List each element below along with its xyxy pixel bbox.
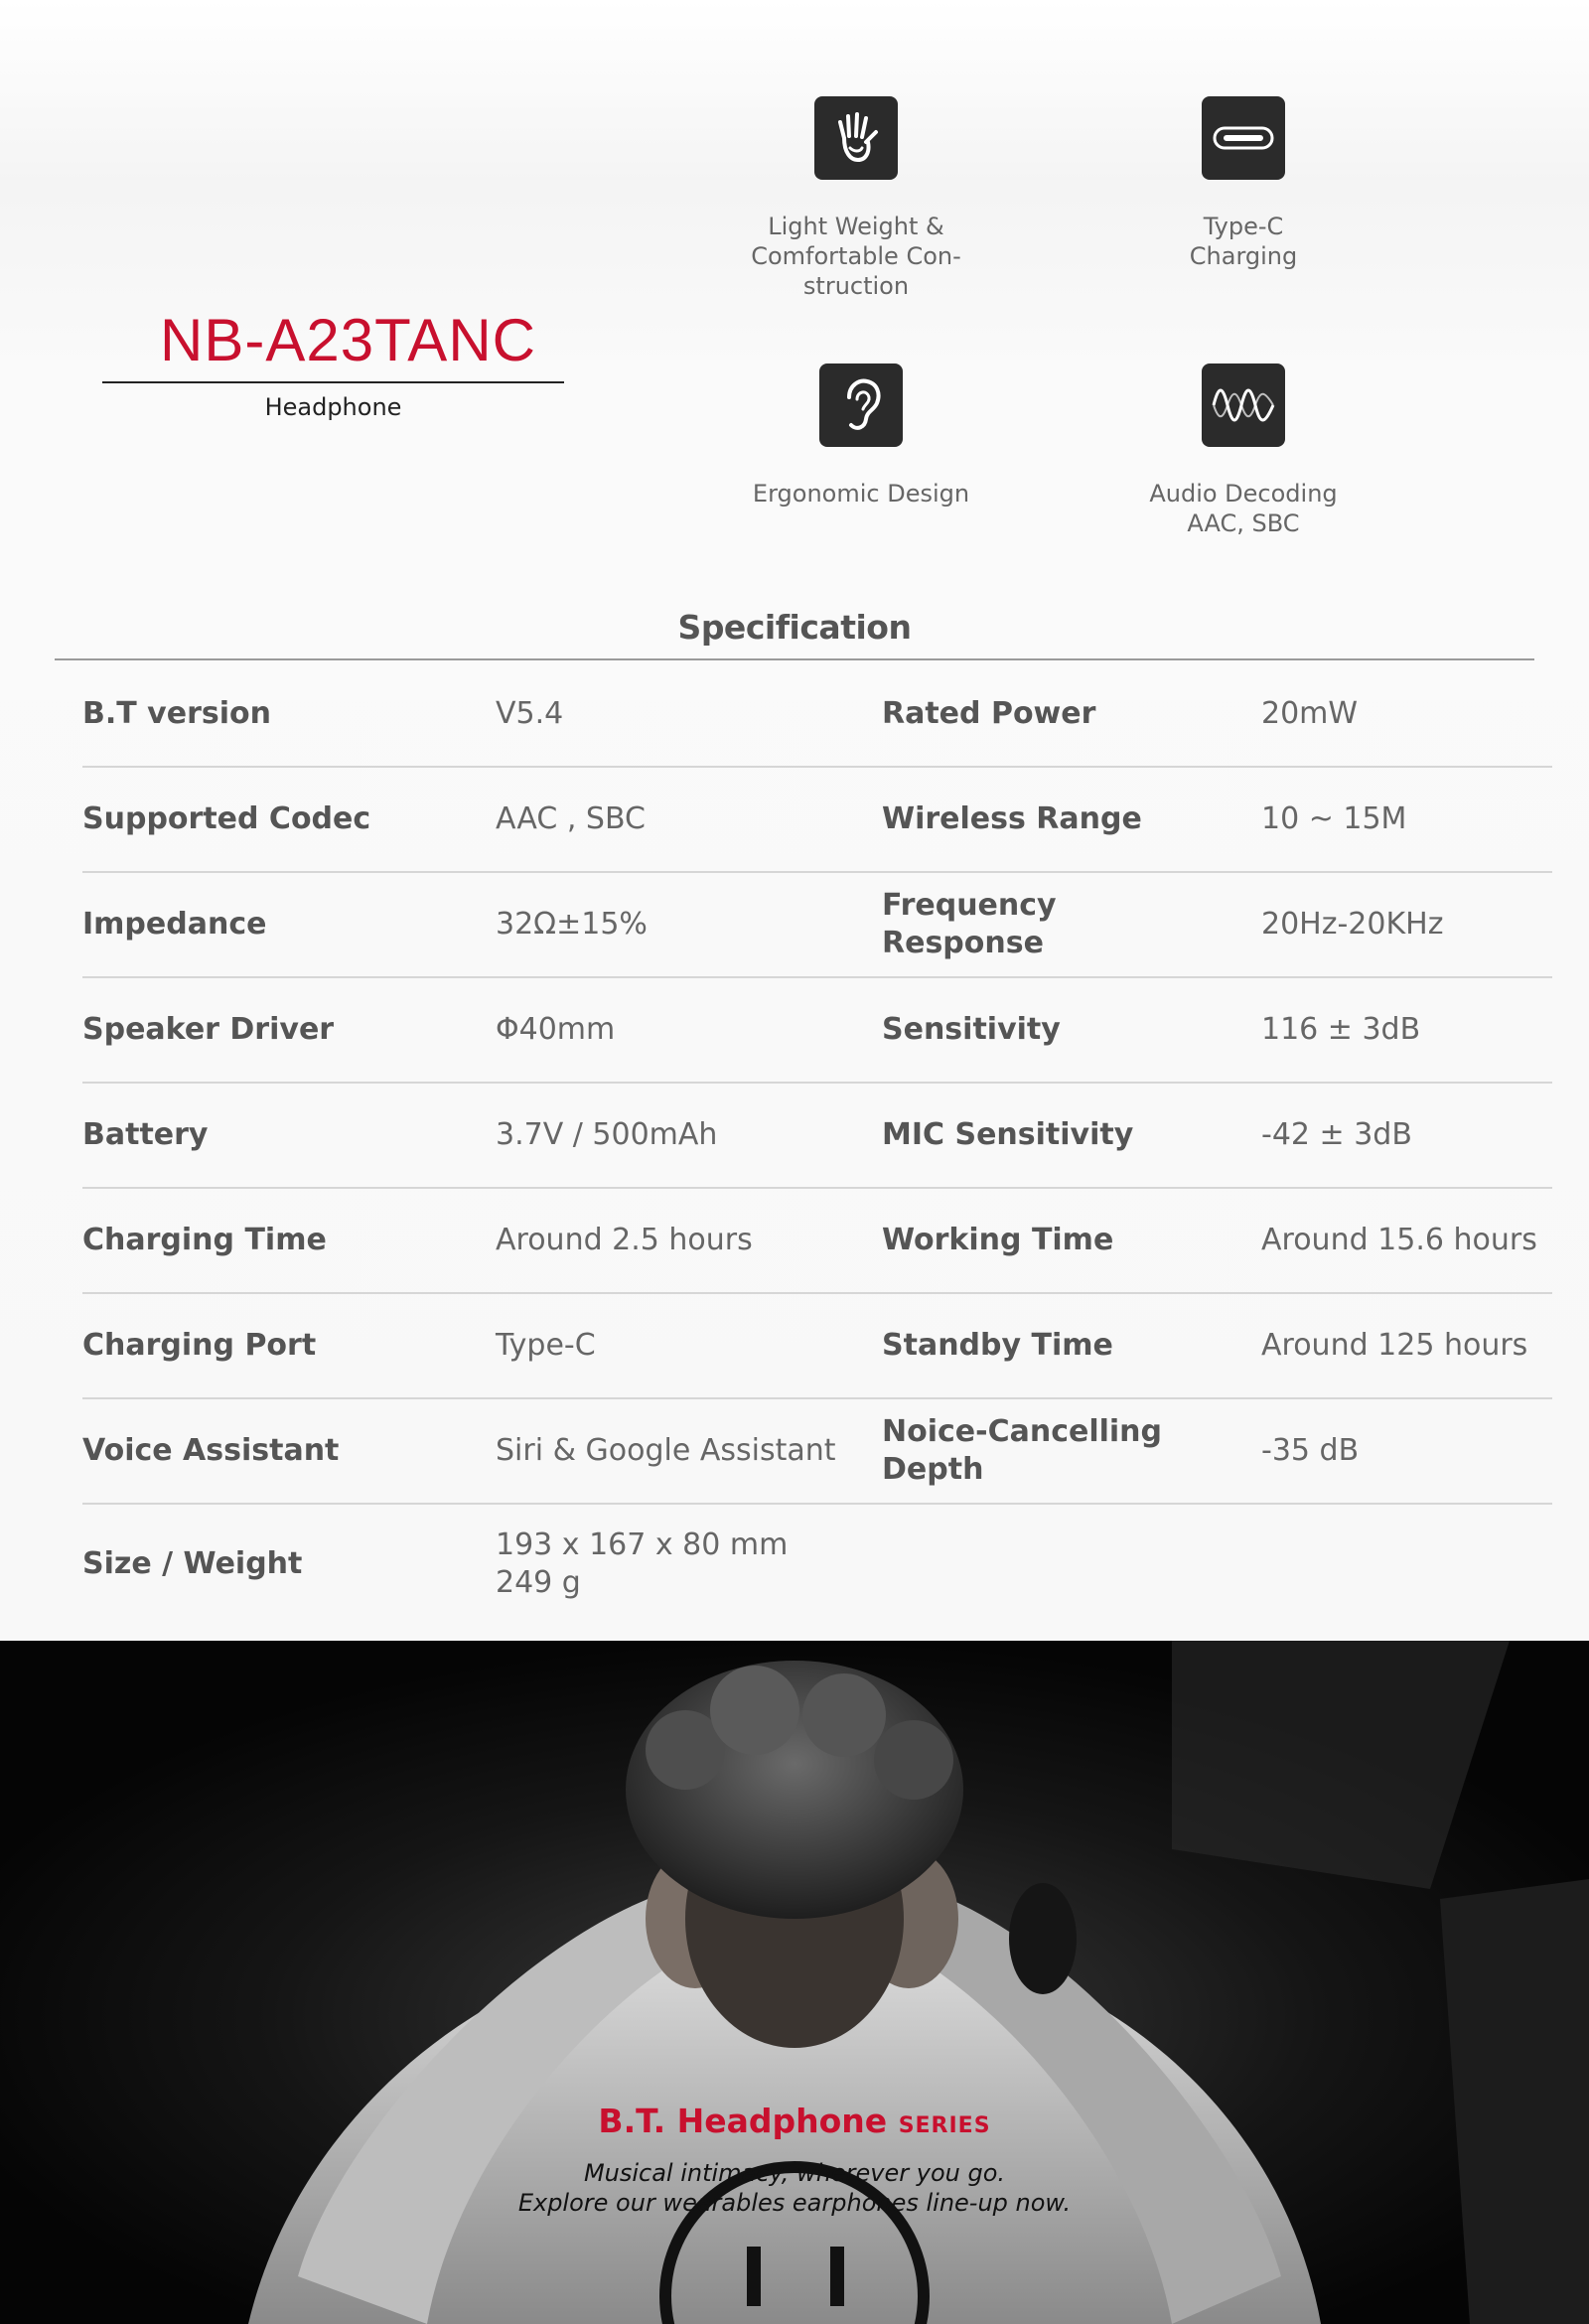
spec-value: 3.7V / 500mAh [496, 1117, 718, 1152]
feature-label: Ergonomic Design [752, 480, 970, 508]
spec-value: 20mW [1261, 696, 1359, 731]
usb-c-icon [1202, 96, 1285, 180]
feature-label: Light Weight & Comfortable Con- struction [751, 213, 961, 300]
banner-text: Musical intimacy, wherever you go. Explore our wearables earphones line-up now. [517, 2159, 1072, 2217]
spec-value: V5.4 [496, 696, 564, 731]
spec-table [82, 662, 1552, 1624]
sound-wave-icon [1202, 363, 1285, 447]
spec-key: Impedance [82, 907, 267, 942]
feature-light-weight [707, 96, 1005, 301]
spec-key: Wireless Range [882, 801, 1142, 836]
product-model: NB-A23TANC [160, 307, 536, 373]
spec-value: 32Ω±15% [496, 907, 648, 942]
table-row [82, 978, 1552, 1084]
lifestyle-photo [0, 1641, 1589, 2324]
spec-key: Standby Time [882, 1328, 1113, 1363]
spec-key: Noice-Cancelling Depth [882, 1414, 1163, 1487]
spec-value: Φ40mm [496, 1012, 616, 1047]
spec-value: Type-C [496, 1328, 596, 1363]
spec-key: Charging Port [82, 1328, 317, 1363]
product-subtitle: Headphone [264, 393, 402, 421]
spec-key: Supported Codec [82, 801, 371, 836]
hand-icon [814, 96, 898, 180]
spec-value: Siri & Google Assistant [496, 1433, 836, 1468]
banner-tagline [0, 2102, 1589, 2218]
spec-divider [55, 658, 1534, 660]
spec-key: Frequency Response [882, 888, 1057, 960]
table-row [82, 1399, 1552, 1505]
spec-value: 10 ~ 15M [1261, 801, 1407, 836]
feature-label: Type-C Charging [1189, 213, 1298, 270]
spec-key: B.T version [82, 696, 271, 731]
spec-key: Sensitivity [882, 1012, 1061, 1047]
spec-value [1261, 1505, 1559, 1624]
spec-title: Specification [677, 608, 912, 647]
spec-key: Charging Time [82, 1223, 327, 1257]
spec-key: MIC Sensitivity [882, 1117, 1134, 1152]
table-row [82, 873, 1552, 978]
spec-value: 20Hz-20KHz [1261, 907, 1444, 942]
feature-audio-decoding [1094, 363, 1392, 538]
spec-value: Around 125 hours [1261, 1328, 1528, 1363]
spec-value: AAC , SBC [496, 801, 646, 836]
table-row [82, 1189, 1552, 1294]
spec-value: Around 15.6 hours [1261, 1223, 1537, 1257]
title-divider [102, 381, 564, 383]
spec-key: Size / Weight [82, 1546, 303, 1581]
ear-icon [819, 363, 903, 447]
feature-label: Audio Decoding AAC, SBC [1149, 480, 1338, 537]
table-row [82, 1084, 1552, 1189]
spec-value: -42 ± 3dB [1261, 1117, 1412, 1152]
spec-value: 193 x 167 x 80 mm 249 g [496, 1527, 789, 1600]
banner-title [0, 2102, 1589, 2140]
spec-key [882, 1505, 1249, 1624]
spec-value: Around 2.5 hours [496, 1223, 753, 1257]
table-row [82, 768, 1552, 873]
feature-type-c [1094, 96, 1392, 271]
banner-title-series: SERIES [898, 2113, 991, 2138]
spec-key: Working Time [882, 1223, 1114, 1257]
spec-key: Battery [82, 1117, 209, 1152]
spec-value: -35 dB [1261, 1433, 1360, 1468]
feature-ergonomic [712, 363, 1010, 508]
table-row [82, 1294, 1552, 1399]
spec-value: 116 ± 3dB [1261, 1012, 1421, 1047]
spec-key: Speaker Driver [82, 1012, 335, 1047]
spec-key: Voice Assistant [82, 1433, 340, 1468]
banner-title-main: B.T. Headphone [598, 2102, 888, 2140]
product-header [102, 306, 564, 421]
spec-key: Rated Power [882, 696, 1096, 731]
table-row [82, 662, 1552, 768]
table-row [82, 1505, 1552, 1624]
